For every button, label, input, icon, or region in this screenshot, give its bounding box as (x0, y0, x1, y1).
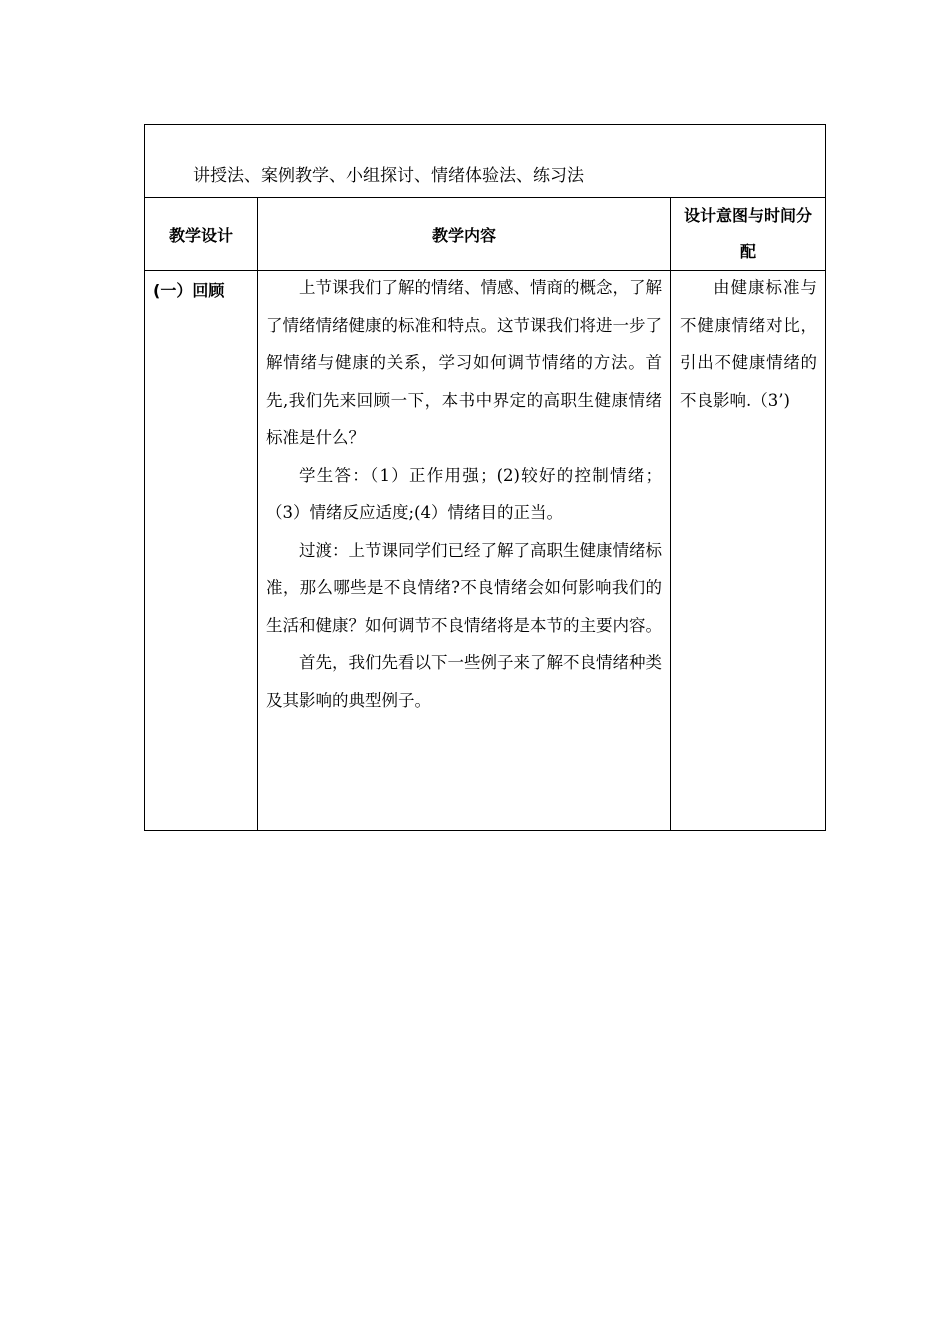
design-intent-text: 由健康标准与不健康情绪对比，引出不健康情绪的不良影响.（3’) (680, 278, 818, 410)
teaching-methods-row (145, 125, 826, 198)
intent-cell (671, 271, 826, 831)
teaching-methods-cell (145, 125, 826, 198)
content-paragraph: 上节课我们了解的情绪、情感、情商的概念，了解了情绪情绪健康的标准和特点。这节课我们将进一步了解情绪与健康的关系，学习如何调节情绪的方法。首先,我们先来回顾一下，本书中界定的高职生健康情绪标准是什么？ (266, 278, 662, 447)
stage-cell: (一）回顾 (145, 271, 258, 831)
lesson-plan-table (144, 124, 826, 831)
header-teaching-design: 教学设计 (145, 198, 258, 271)
content-paragraph: 首先，我们先看以下一些例子来了解不良情绪种类及其影响的典型例子。 (266, 653, 662, 710)
header-design-intent: 设计意图与时间分配 (671, 198, 826, 271)
header-teaching-content: 教学内容 (258, 198, 671, 271)
table-header-row (145, 198, 826, 271)
content-paragraph: 过渡：上节课同学们已经了解了高职生健康情绪标准，那么哪些是不良情绪?不良情绪会如何影响我们的生活和健康？如何调节不良情绪将是本节的主要内容。 (266, 540, 662, 635)
teaching-methods-text: 讲授法、案例教学、小组探讨、情绪体验法、练习法 (193, 166, 584, 186)
table-row (145, 271, 826, 831)
content-cell (258, 271, 671, 831)
content-paragraph: 学生答：（1）正作用强；(2)较好的控制情绪；（3）情绪反应适度;(4）情绪目的正当。 (266, 465, 662, 522)
